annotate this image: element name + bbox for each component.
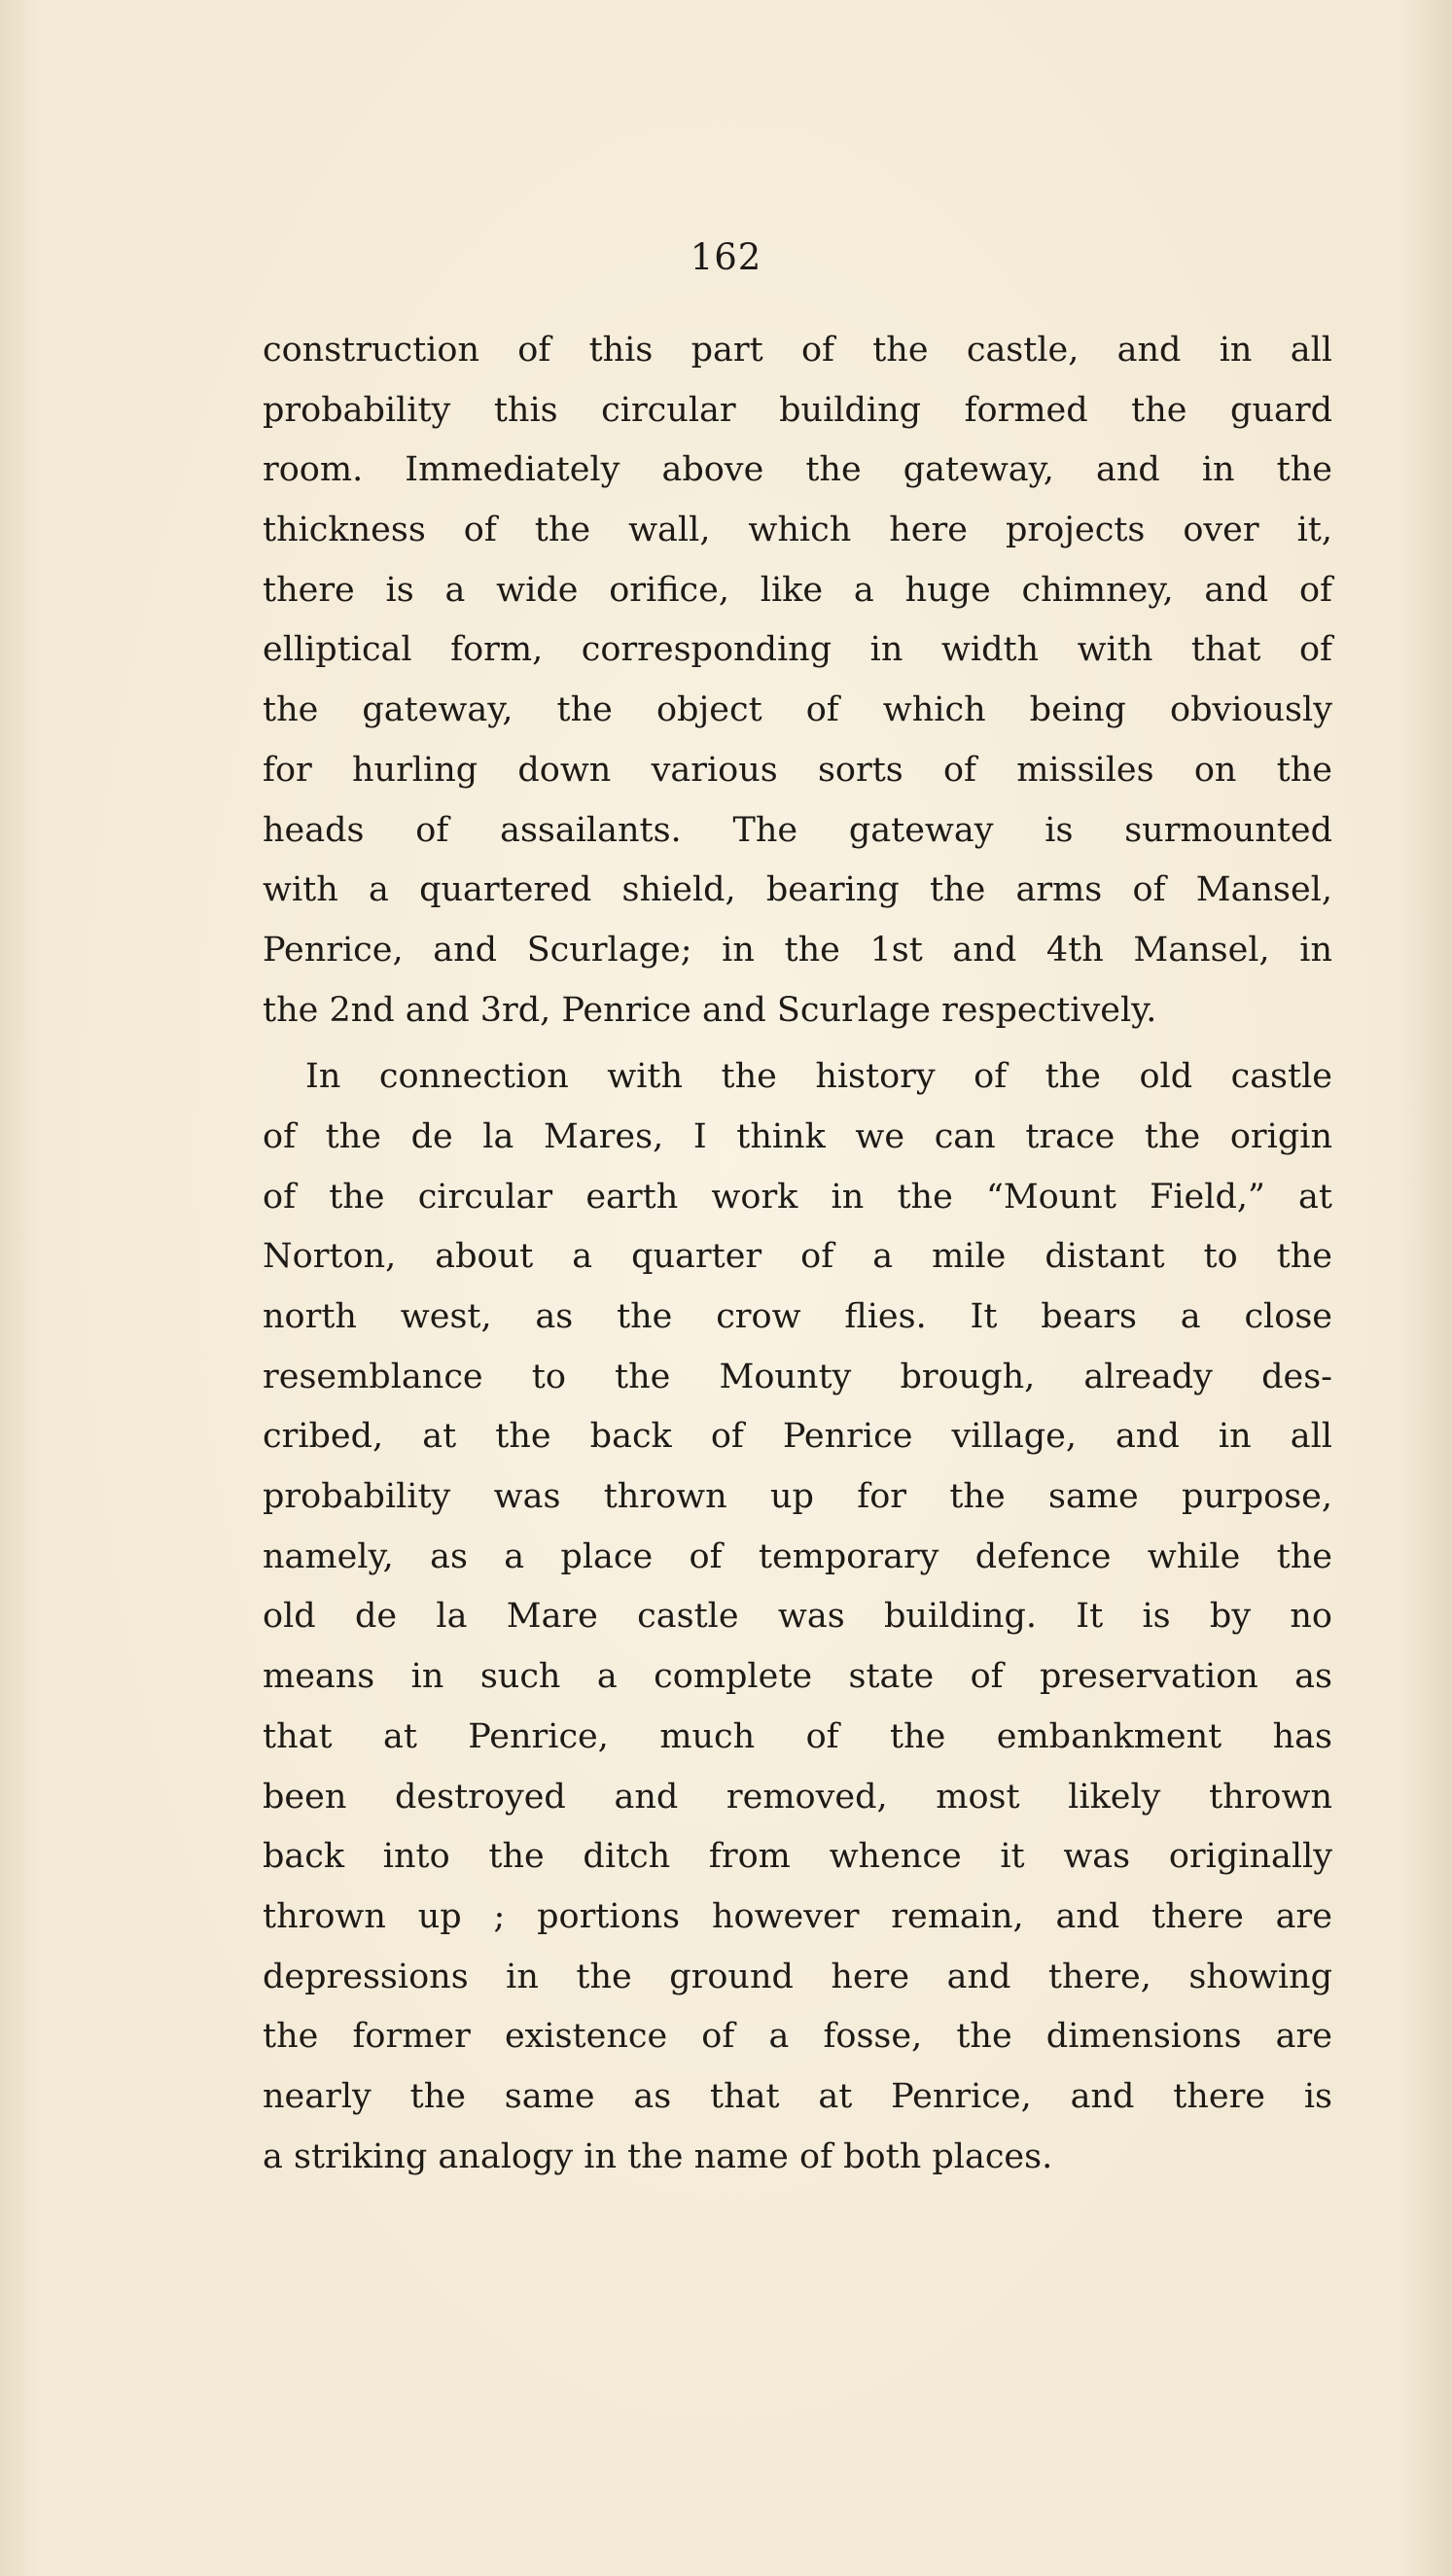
text-line: Norton, about a quarter of a mile distant to the [263,1237,1332,1277]
text-line: elliptical form, corresponding in width with that of [263,630,1332,670]
text-line: with a quartered shield, bearing the arms of Mansel, [263,870,1332,910]
text-line: depressions in the ground here and there, showing [263,1957,1332,1996]
text-line: construction of this part of the castle, and in all [263,331,1332,370]
text-line: a striking analogy in the name of both places. [263,2136,1053,2176]
text-line: of the circular earth work in the “Mount Field,” at [263,1177,1332,1217]
text-line: room. Immediately above the gateway, and in the [263,450,1332,490]
text-line: Penrice, and Scurlage; in the 1st and 4th Mansel, in [263,930,1332,970]
page-number: 162 [690,236,762,278]
text-line: north west, as the crow flies. It bears a close [263,1297,1332,1336]
body-text [263,321,1332,2187]
paragraph-castle-gateway [263,321,1332,1041]
text-line: for hurling down various sorts of missiles on the [263,750,1332,790]
text-line: that at Penrice, much of the embankment has [263,1716,1332,1756]
paragraph-mount-field [263,1047,1332,2187]
text-line: cribed, at the back of Penrice village, and in all [263,1417,1332,1457]
text-line: probability this circular building formed the guard [263,390,1332,430]
text-line: means in such a complete state of preservation as [263,1657,1332,1697]
text-line: heads of assailants. The gateway is surmounted [263,810,1332,850]
text-line: nearly the same as that at Penrice, and there is [263,2076,1332,2116]
text-line: the former existence of a fosse, the dimensions are [263,2017,1332,2057]
text-line: back into the ditch from whence it was originally [263,1837,1332,1877]
text-line: resemblance to the Mounty brough, already des- [263,1357,1332,1396]
text-line: the gateway, the object of which being obviously [263,690,1332,730]
text-line: been destroyed and removed, most likely thrown [263,1777,1332,1817]
text-line: thrown up ; portions however remain, and there are [263,1896,1332,1936]
text-line: there is a wide orifice, like a huge chimney, and of [263,570,1332,610]
text-line: namely, as a place of temporary defence while the [263,1536,1332,1576]
text-line: of the de la Mares, I think we can trace the origin [263,1116,1332,1156]
text-line: the 2nd and 3rd, Penrice and Scurlage respectively. [263,990,1157,1030]
text-line: probability was thrown up for the same purpose, [263,1477,1332,1517]
text-line: thickness of the wall, which here projects over it, [263,511,1332,550]
text-line: old de la Mare castle was building. It is by no [263,1597,1332,1637]
text-line: In connection with the history of the old castle [305,1057,1332,1097]
